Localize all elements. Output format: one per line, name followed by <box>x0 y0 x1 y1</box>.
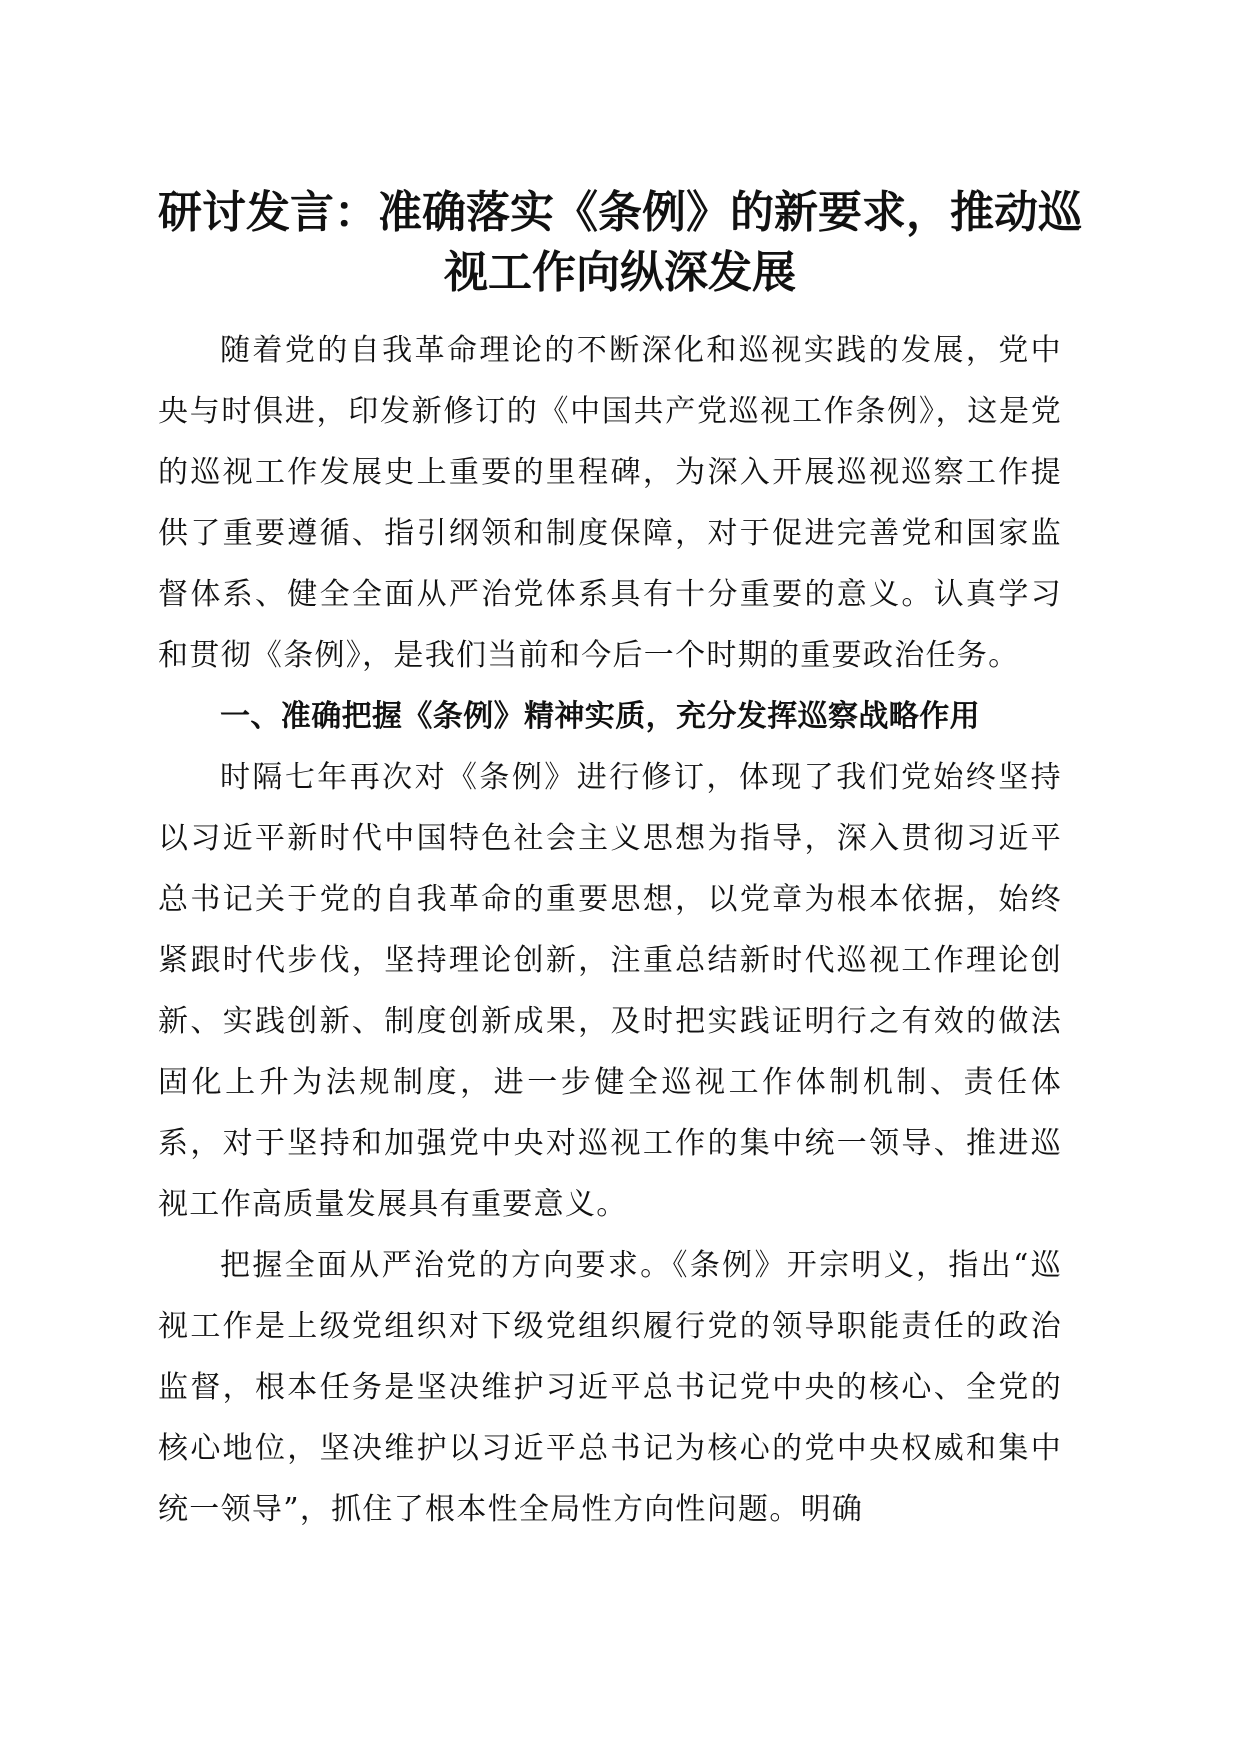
section-1-paragraph-2: 把握全面从严治党的方向要求。《条例》开宗明义，指出“巡视工作是上级党组织对下级党组织履行党的领导职能责任的政治监督，根本任务是坚决维护习近平总书记党中央的核心、全党的核心地位，坚决维护以习近平总书记为核心的党中央权威和集中统一领导”，抓住了根本性全局性方向性问题。明确 <box>158 1248 1062 1527</box>
document-title: 研讨发言：准确落实《条例》的新要求，推动巡视工作向纵深发展 <box>158 187 1082 298</box>
document-body <box>158 320 1062 1540</box>
section-1-paragraph-1: 时隔七年再次对《条例》进行修订，体现了我们党始终坚持以习近平新时代中国特色社会主义思想为指导，深入贯彻习近平总书记关于党的自我革命的重要思想，以党章为根本依据，始终紧跟时代步伐，坚持理论创新，注重总结新时代巡视工作理论创新、实践创新、制度创新成果，及时把实践证明行之有效的做法固化上升为法规制度，进一步健全巡视工作体制机制、责任体系，对于坚持和加强党中央对巡视工作的集中统一领导、推进巡视工作高质量发展具有重要意义。 <box>158 760 1062 1222</box>
intro-paragraph: 随着党的自我革命理论的不断深化和巡视实践的发展，党中央与时俱进，印发新修订的《中国共产党巡视工作条例》，这是党的巡视工作发展史上重要的里程碑，为深入开展巡视巡察工作提供了重要遵循、指引纲领和制度保障，对于促进完善党和国家监督体系、健全全面从严治党体系具有十分重要的意义。认真学习和贯彻《条例》，是我们当前和今后一个时期的重要政治任务。 <box>158 333 1062 673</box>
section-heading-1: 一、准确把握《条例》精神实质，充分发挥巡察战略作用 <box>220 699 980 734</box>
